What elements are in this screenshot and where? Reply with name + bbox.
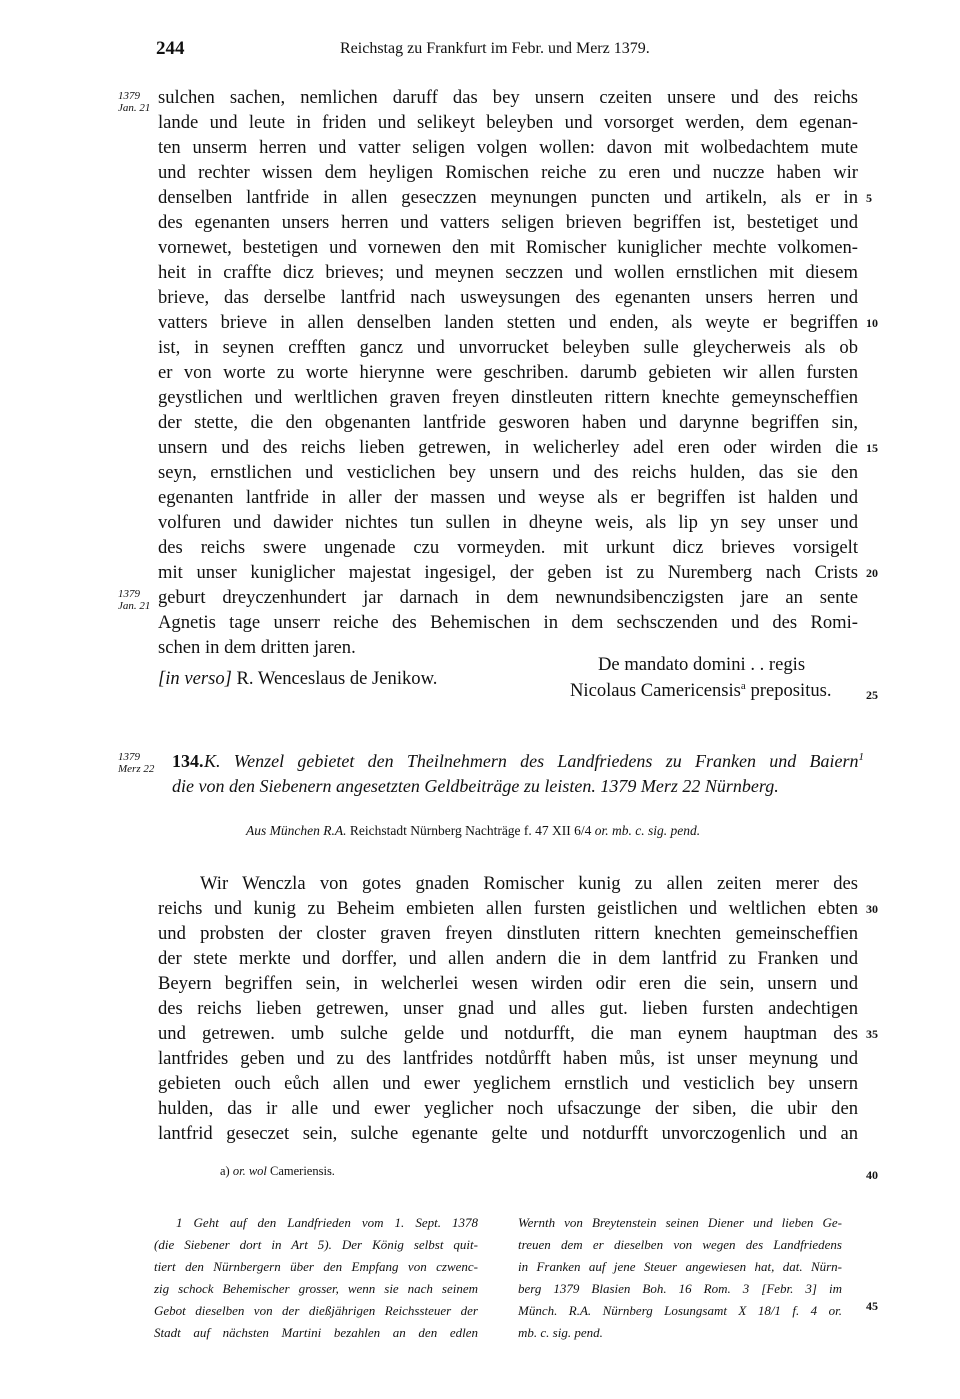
signature-right-line2 [570,680,832,702]
line-number: 20 [866,566,878,580]
body-line: geystlichen und werltlichen graven freyen dinstleuten rittern knechte gemeynscheffien [158,387,858,408]
body-line: seyn, ernstlichen und vesticlichen bey unsern und des reichs hulden, das sie den [158,462,858,483]
signature-left [158,668,437,690]
body-line: ist, in seynen crefften gancz und unvorrucket beleyben sulle gleycherweis als ob [158,337,858,358]
running-head: Reichstag zu Frankfurt im Febr. und Merz 1379. [340,40,650,57]
document-title-line2: die von den Siebenern angesetzten Geldbeiträge zu leisten. 1379 Merz 22 Nürnberg. [172,776,779,796]
body-line: und rechter wissen dem heyligen Romischen reiche zu eren und nuczze haben wir [158,162,858,183]
source-tail: or. mb. c. sig. pend. [594,823,701,838]
document-source [246,823,700,839]
footnote-line: in Franken auf jene Steuer angewiesen hat, dat. Nürn- [518,1259,842,1274]
footnote-line: berg 1379 Blasien Boh. 16 Rom. 3 [Febr. 3] im [518,1281,842,1296]
document-title-sup: 1 [858,751,864,763]
margin-date-mid [118,588,150,612]
body-line: schen in dem dritten jaren. [158,637,356,658]
margin-date-year: 1379 [118,751,140,763]
margin-date-year: 1379 [118,588,140,600]
document-line: Wir Wenczla von gotes gnaden Romischer kunig zu allen zeiten merer des [200,873,858,894]
line-number: 40 [866,1168,878,1182]
body-line: ten unserm herren und vatter seligen volgen wollen: davon mit wolbedachtem mute [158,137,858,158]
page-header [150,38,870,62]
document-line: Beyern begriffen sein, in welcherlei wesen wirden odir eren die sein, unsern und [158,973,858,994]
signature-right-name: Nicolaus Camericensis [570,680,741,702]
footnote-line: mb. c. sig. pend. [518,1325,603,1340]
line-number: 15 [866,441,878,455]
footnote-line: zig schock Behemischer grosser, wenn sie nach seinem [154,1281,478,1296]
footnote-line: treuen dem er dieselben von wegen des Landfriedens [518,1237,842,1252]
document-number: 134. [172,751,204,771]
body-line: vornewet, bestetigen und vornewen den mit Romischer kuniglicher mechte volkomen- [158,237,858,258]
document-title-text: K. Wenzel gebietet den Theilnehmern des Landfriedens zu Franken und Baiern [204,751,859,771]
margin-date-doc [118,751,154,775]
footnote-line: (die Siebener dort in Art 5). Der König selbst quit- [154,1237,478,1252]
footnote-line: 1 Geht auf den Landfrieden vom 1. Sept. 1378 [176,1215,478,1230]
margin-date-top [118,90,150,114]
signature-left-italic: [in verso] [158,668,232,689]
body-line: lande und leute in friden und selikeyt beleyben und vorsorget werden, dem egenan- [158,112,858,133]
margin-date-year: 1379 [118,90,140,102]
margin-date-day: Merz 22 [118,763,155,775]
line-number: 5 [866,191,872,205]
document-line: gebieten ouch eůch allen und ewer yeglichem ernstlich und vesticlich bey unsern [158,1073,858,1094]
document-line: lantfrid geseczet sein, sulche egenante gelte und notdurfft unvorczogenlich und an [158,1123,858,1144]
footnote-column-left [154,1212,478,1344]
page-number: 244 [156,38,185,59]
signature-left-name: R. Wenceslaus de Jenikow. [236,668,438,689]
line-number: 35 [866,1027,878,1041]
line-number: 45 [866,1299,878,1313]
margin-date-day: Jan. 21 [118,600,151,612]
body-line: des reichs swere ungenade czu vormeyden. mit urkunt dicz brieves vorsigelt [158,537,858,558]
body-line: unsern und des reichs lieben getrewen, in welicherley adel eren oder wirden die [158,437,858,458]
body-line: des egenanten unsers herren und vatters seligen brieven begriffen ist, bestetiget und [158,212,858,233]
body-line: heit in craffte dicz brieves; und meynen seczzen und wollen ernstlichen mit diesem [158,262,858,283]
line-number: 25 [866,688,878,702]
line-number: 30 [866,902,878,916]
document-line: und getrewen. umb sulche gelde und notdurfft, die man eynem hauptman des [158,1023,858,1044]
textual-note-italic: or. wol [232,1164,267,1178]
body-line: er von worte zu worte hierynne were geschriben. darumb gebieten wir allen fursten [158,362,858,383]
body-line: sulchen sachen, nemlichen daruff das bey unsern czeiten unsere und des reichs [158,87,858,108]
body-line: egenanten lantfride in aller der massen und weyse als er begriffen ist halden und [158,487,858,508]
body-line: denselben lantfride in allen geseczzen meynungen puncten und artikeln, als er in [158,187,858,208]
body-line: mit unser kuniglicher majestat ingesigel, der geben ist zu Nuremberg nach Crists [158,562,858,583]
source-text: Reichstadt Nürnberg Nachträge f. 47 XII 6/4 [349,823,592,838]
signature-right-sup: a [740,680,746,692]
document-line: und probsten der closter graven freyen dinstluten rittern knechten gemeinscheffien [158,923,858,944]
document-line: der stete merkte und dorffer, und allen andern die in dem lantfrid zu Franken und [158,948,858,969]
document-line: lantfrides geben und zu des lantfrides notdůrfft haben můs, ist unser meynung und [158,1048,858,1069]
footnote-line: tiert den Nürnbergern über den Empfang von czwenc- [154,1259,478,1274]
footnote-line: Stadt auf nächsten Martini bezahlen an den edlen [154,1325,478,1340]
footnote-line: Wernth von Breytenstein seinen Diener und lieben Ge- [518,1215,842,1230]
body-line: geburt dreyczenhundert jar darnach in dem newnundsibenczigsten jare an sente [158,587,858,608]
body-line: brieve, das derselbe lantfrid nach usweysungen des egenanten unsers herren und [158,287,858,308]
textual-note-label: a) [220,1164,230,1178]
footnote-line: Münch. R.A. Nürnberg Losungsamt X 18/1 f. 4 or. [518,1303,842,1318]
signature-right-line1: De mandato domini . . regis [598,654,806,675]
document-line: hulden, das ir alle und ewer yeglicher noch ufsaczunge der siben, die ubir den [158,1098,858,1119]
source-italic: Aus München R.A. [246,823,347,838]
body-line: volfuren und dawider nichtes tun sullen in dheyne weis, als lip yn sey unser und [158,512,858,533]
document-title-line1 [204,751,864,772]
document-line: reichs und kunig zu Beheim embieten allen fursten geistlichen und weltlichen ebten [158,898,858,919]
body-line: Agnetis tage unserr reiche des Behemischen in dem sechsczenden und des Romi- [158,612,858,633]
signature-right-title: prepositus. [750,680,832,702]
footnote-line: Gebot dieselben von der dießjährigen Reichssteuer der [154,1303,478,1318]
document-line: des reichs lieben getrewen, unser gnad und alles gut. lieben fursten andechtigen [158,998,858,1019]
body-line: vatters brieve in allen denselben landen stetten und enden, als weyte er begriffen [158,312,858,333]
margin-date-day: Jan. 21 [118,102,151,114]
line-number: 10 [866,316,878,330]
textual-note [220,1164,335,1179]
body-line: der stette, die den obgenanten lantfride gesworen haben und darynne begriffen sin, [158,412,858,433]
footnote-column-right [518,1212,842,1344]
textual-note-text: Cameriensis. [270,1164,335,1178]
